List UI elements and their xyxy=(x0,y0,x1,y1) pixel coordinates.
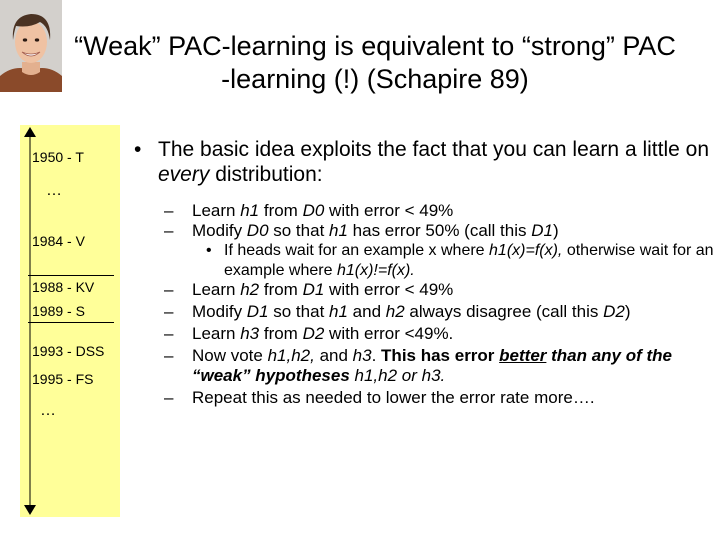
list-item: • If heads wait for an example x where h1(x)=f(x), otherwise wait for an example where h1(x)!=f(x). xyxy=(206,242,714,279)
timeline-item: 1989 - S xyxy=(32,303,85,319)
dash-icon: – xyxy=(164,302,174,321)
list-item: – Modify D0 so that h1 has error 50% (call this D1) xyxy=(164,221,559,240)
bullet-icon: • xyxy=(206,242,212,259)
title-line-1: “Weak” PAC-learning is equivalent to “strong” PAC xyxy=(74,31,676,61)
main-bullet: • The basic idea exploits the fact that you can learn a little on every distribution: xyxy=(134,138,709,186)
dash-icon: – xyxy=(164,324,174,343)
dash-icon: – xyxy=(164,388,174,407)
timeline-ellipsis: … xyxy=(40,402,56,419)
list-item: – Repeat this as needed to lower the error rate more…. xyxy=(164,388,595,407)
dash-icon: – xyxy=(164,201,174,220)
timeline-item: 1995 - FS xyxy=(32,371,94,387)
timeline-item: 1988 - KV xyxy=(32,279,95,295)
dash-icon: – xyxy=(164,280,174,299)
title-line-2: -learning (!) (Schapire 89) xyxy=(221,64,529,94)
list-item: – Learn h3 from D2 with error <49%. xyxy=(164,324,454,343)
bullet-icon: • xyxy=(134,138,142,161)
list-item: – Now vote h1,h2, and h3. This has error better than any of the “weak” hypotheses h1,h2 or h3. xyxy=(164,346,673,385)
timeline-item: 1993 - DSS xyxy=(32,343,105,359)
timeline-item: 1950 - T xyxy=(32,149,84,165)
author-photo xyxy=(0,0,62,92)
slide-body xyxy=(134,137,714,408)
timeline-item: 1984 - V xyxy=(32,233,85,249)
list-item: – Modify D1 so that h1 and h2 always disagree (call this D2) xyxy=(164,302,631,321)
timeline-ellipsis: … xyxy=(46,182,62,199)
list-item: – Learn h2 from D1 with error < 49% xyxy=(164,280,454,299)
dash-icon: – xyxy=(164,346,174,365)
list-item: – Learn h1 from D0 with error < 49% xyxy=(164,201,454,220)
dash-icon: – xyxy=(164,221,174,240)
slide-title xyxy=(60,30,690,96)
timeline-panel xyxy=(20,125,120,517)
